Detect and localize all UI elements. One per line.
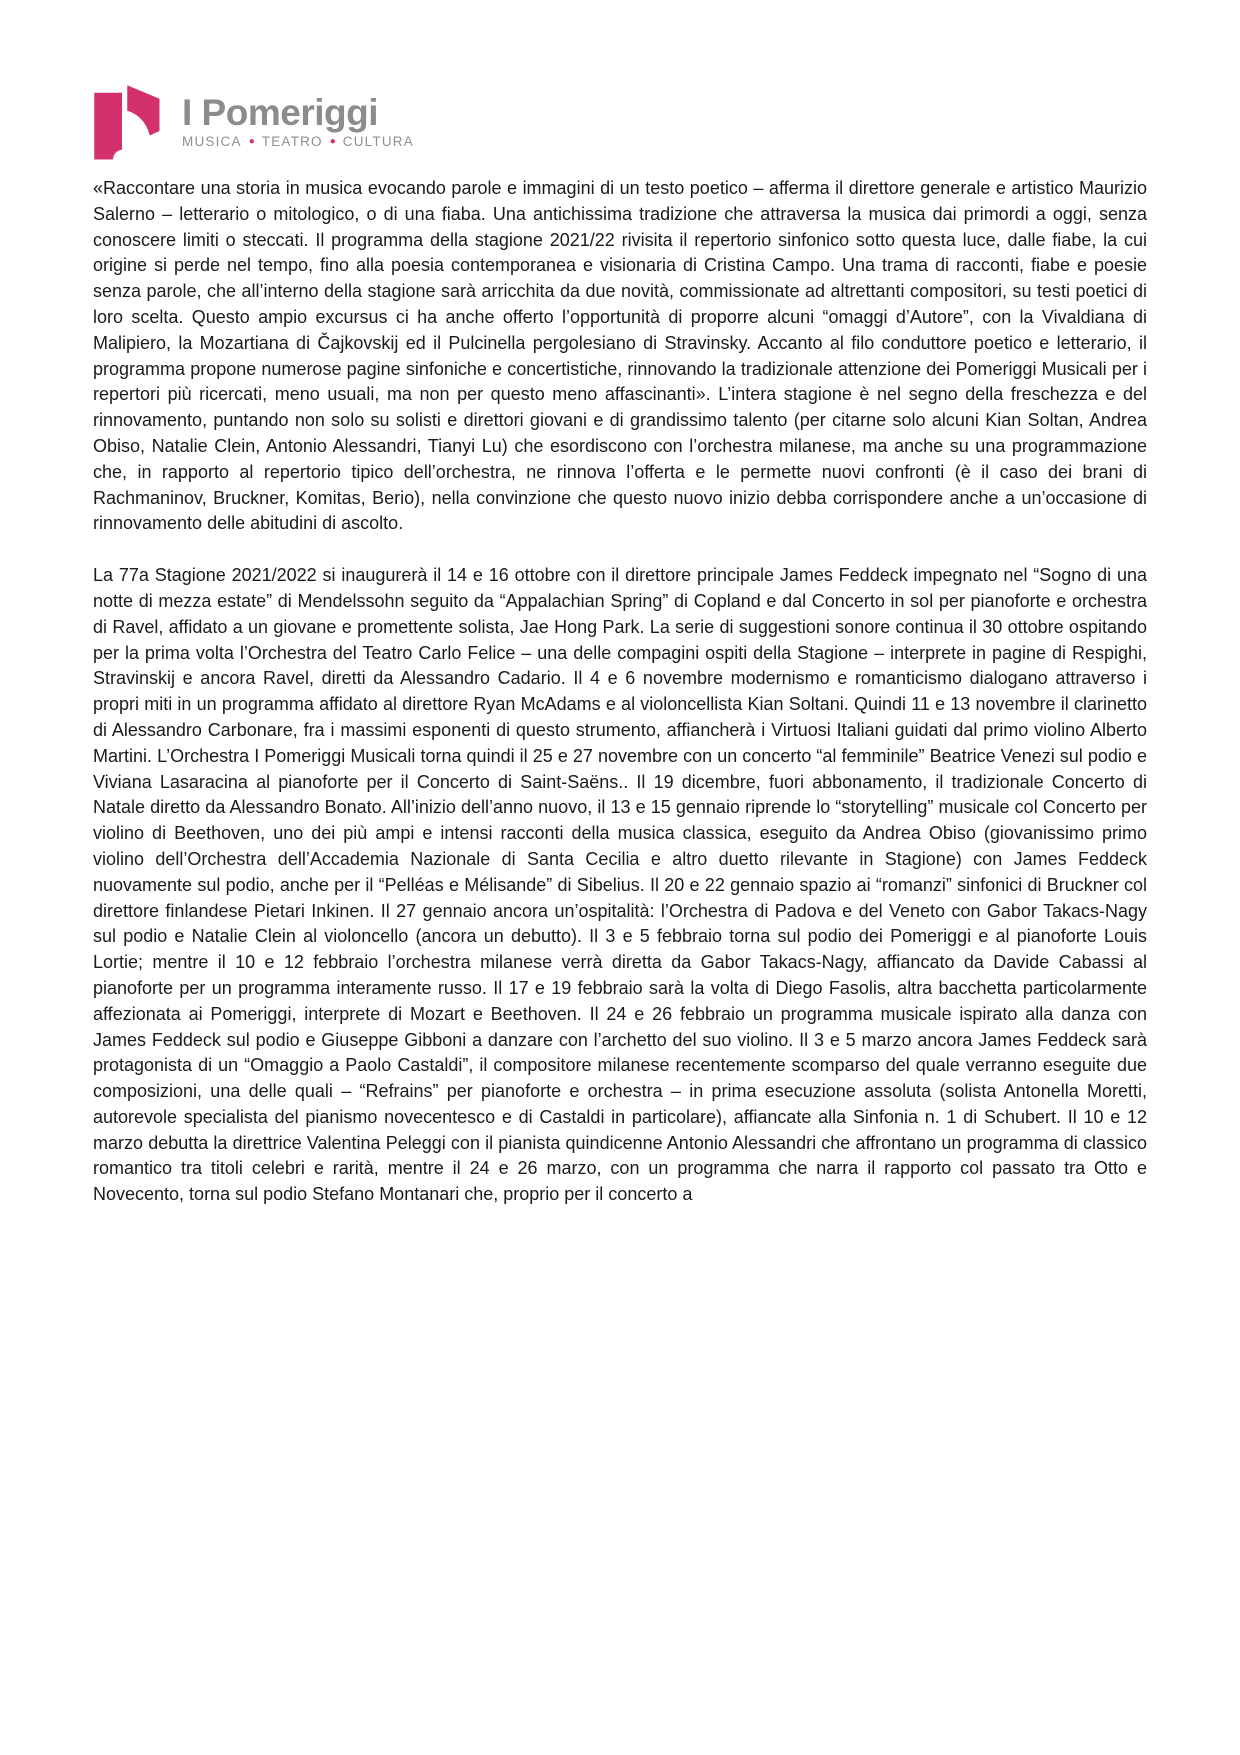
logo-subtitle-word-cultura: CULTURA <box>342 134 414 149</box>
logo-subtitle <box>182 135 414 149</box>
pomeriggi-logo-mark-icon <box>92 84 170 160</box>
logo-title: I Pomeriggi <box>182 92 378 133</box>
bullet-separator-icon: ● <box>248 135 255 147</box>
logo-text-block <box>182 94 414 149</box>
press-release-body <box>93 176 1147 1234</box>
paragraph-season-schedule: La 77a Stagione 2021/2022 si inaugurerà il 14 e 16 ottobre con il direttore principale James Feddeck impegnato nel “Sogno di una notte di mezza estate” di Mendelssohn seguito da “Appalachian Spring” di Copland e dal Concerto in sol per pianoforte e orchestra di Ravel, affidato a un giovane e promettente solista, Jae Hong Park. La serie di suggestioni sonore continua il 30 ottobre ospitando per la prima volta l’Orchestra del Teatro Carlo Felice – una delle compagini ospiti della Stagione – interprete in pagine di Respighi, Stravinskij e ancora Ravel, diretti da Alessandro Cadario. Il 4 e 6 novembre modernismo e romanticismo dialogano attraverso i propri miti in un programma affidato al direttore Ryan McAdams e al violoncellista Kian Soltani. Quindi 11 e 13 novembre il clarinetto di Alessandro Carbonare, fra i massimi esponenti di questo strumento, affiancherà i Virtuosi Italiani guidati dal primo violino Alberto Martini. L’Orchestra I Pomeriggi Musicali torna quindi il 25 e 27 novembre con un concerto “al femminile” Beatrice Venezi sul podio e Viviana Lasaracina al pianoforte per il Concerto di Saint-Saëns.. Il 19 dicembre, fuori abbonamento, il tradizionale Concerto di Natale diretto da Alessandro Bonato. All’inizio dell’anno nuovo, il 13 e 15 gennaio riprende lo “storytelling” musicale col Concerto per violino di Beethoven, uno dei più ampi e intensi racconti della musica classica, eseguito da Andrea Obiso (giovanissimo primo violino dell’Orchestra dell’Accademia Nazionale di Santa Cecilia e altro duetto rilevante in Stagione) con James Feddeck nuovamente sul podio, anche per il “Pelléas e Mélisande” di Sibelius. Il 20 e 22 gennaio spazio ai “romanzi” sinfonici di Bruckner col direttore finlandese Pietari Inkinen. Il 27 gennaio ancora un’ospitalità: l’Orchestra di Padova e del Veneto con Gabor Takacs-Nagy sul podio e Natalie Clein al violoncello (ancora un debutto). Il 3 e 5 febbraio torna sul podio dei Pomeriggi e al pianoforte Louis Lortie; mentre il 10 e 12 febbraio l’orchestra milanese verrà diretta da Gabor Takacs-Nagy, affiancato da Davide Cabassi al pianoforte per un programma interamente russo. Il 17 e 19 febbraio sarà la volta di Diego Fasolis, altra bacchetta particolarmente affezionata ai Pomeriggi, interprete di Mozart e Beethoven. Il 24 e 26 febbraio un programma musicale ispirato alla danza con James Feddeck sul podio e Giuseppe Gibboni a danzare con l’archetto del suo violino. Il 3 e 5 marzo ancora James Feddeck sarà protagonista di un “Omaggio a Paolo Castaldi”, il compositore milanese recentemente scomparso del quale verranno eseguite due composizioni, una delle quali – “Refrains” per pianoforte e orchestra – in prima esecuzione assoluta (solista Antonella Moretti, autorevole specialista del pianismo novecentesco e di Castaldi in particolare), affiancate alla Sinfonia n. 1 di Schubert. Il 10 e 12 marzo debutta la direttrice Valentina Peleggi con il pianista quindicenne Antonio Alessandri che affrontano un programma di classico romantico tra titoli celebri e rarità, mentre il 24 e 26 marzo, con un programma che narra il rapporto col passato tra Otto e Novecento, torna sul podio Stefano Montanari che, proprio per il concerto a <box>93 565 1147 1205</box>
bullet-separator-icon: ● <box>329 135 336 147</box>
logo-subtitle-word-musica: MUSICA <box>182 134 242 149</box>
logo-subtitle-word-teatro: TEATRO <box>261 134 323 149</box>
paragraph-director-quote: «Raccontare una storia in musica evocando parole e immagini di un testo poetico – afferma il direttore generale e artistico Maurizio Salerno – letterario o mitologico, o di una fiaba. Una antichissima tradizione che attraversa la musica dai primordi a oggi, senza conoscere limiti o steccati. Il programma della stagione 2021/22 rivisita il repertorio sinfonico sotto questa luce, dalle fiabe, la cui origine si perde nel tempo, fino alla poesia contemporanea e visionaria di Cristina Campo. Una trama di racconti, fiabe e poesie senza parole, che all’interno della stagione sarà arricchita da due novità, commissionate ad altrettanti compositori, su testi poetici di loro scelta. Questo ampio excursus ci ha anche offerto l’opportunità di proporre alcuni “omaggi d’Autore”, con la Vivaldiana di Malipiero, la Mozartiana di Čajkovskij ed il Pulcinella pergolesiano di Stravinsky. Accanto al filo conduttore poetico e letterario, il programma propone numerose pagine sinfoniche e concertistiche, rinnovando la tradizionale attenzione dei Pomeriggi Musicali per i repertori più ricercati, meno usuali, ma non per questo meno affascinanti». L’intera stagione è nel segno della freschezza e del rinnovamento, puntando non solo su solisti e direttori giovani e di grandissimo talento (per citarne solo alcuni Kian Soltan, Andrea Obiso, Natalie Clein, Antonio Alessandri, Tianyi Lu) che esordiscono con l’orchestra milanese, ma anche su una programmazione che, in rapporto al repertorio tipico dell’orchestra, ne rinnova l’offerta e le permette nuovi confronti (è il caso dei brani di Rachmaninov, Bruckner, Komitas, Berio), nella convinzione che questo nuovo inizio debba corrispondere anche a un’occasione di rinnovamento delle abitudini di ascolto. <box>93 178 1147 534</box>
pomeriggi-logo <box>92 84 414 162</box>
